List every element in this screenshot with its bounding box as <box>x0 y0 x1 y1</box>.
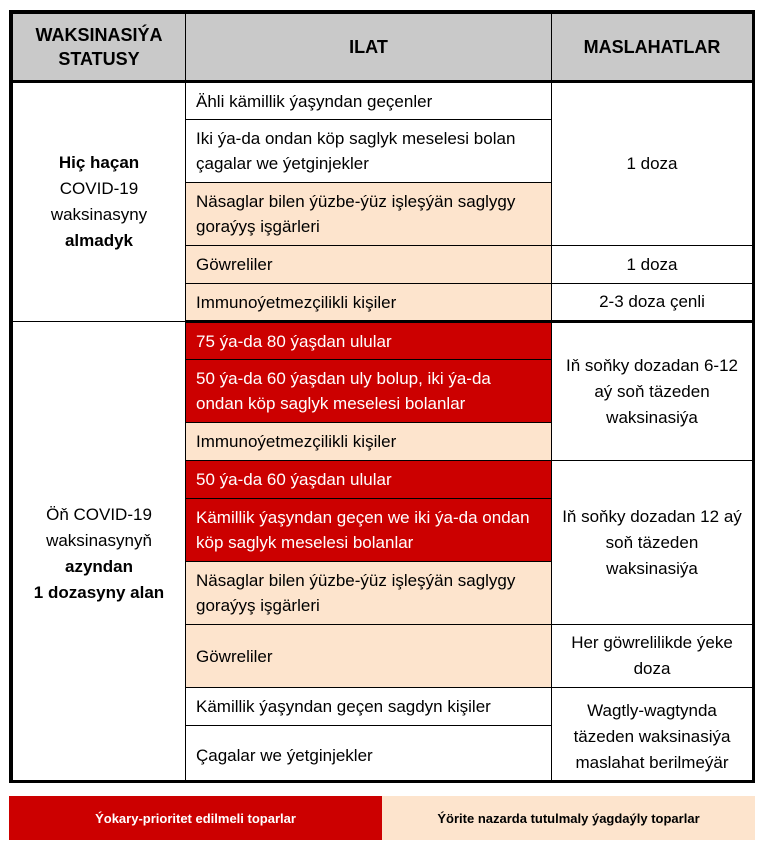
table-row <box>13 322 753 360</box>
header-status: WAKSINASIÝA STATUSY <box>13 14 186 82</box>
population-cell: 75 ýa-da 80 ýaşdan ulular <box>186 322 552 360</box>
population-cell: 50 ýa-da 60 ýaşdan uly bolup, iki ýa-da ondan köp saglyk meselesi bolanlar <box>186 360 552 423</box>
population-cell: Kämillik ýaşyndan geçen sagdyn kişiler <box>186 688 552 726</box>
header-row <box>13 14 753 82</box>
recommendation-cell: 1 doza <box>552 246 753 284</box>
population-cell: Kämillik ýaşyndan geçen we iki ýa-da ondan köp saglyk meselesi bolanlar <box>186 499 552 562</box>
recommendation-cell: Iň soňky dozadan 6-12 aý soň täzeden waksinasiýa <box>552 322 753 461</box>
recommendation-cell: Wagtly-wagtynda täzeden waksinasiýa maslahat berilmeýär <box>552 688 753 784</box>
population-cell: Näsaglar bilen ýüzbe-ýüz işleşýän saglygy goraýyş işgärleri <box>186 183 552 246</box>
legend <box>9 796 755 840</box>
status-cell-previously-vaccinated: Öň COVID-19 waksinasynyň azyndan 1 dozasyny alan <box>13 322 186 784</box>
population-cell: Göwreliler <box>186 246 552 284</box>
header-population: ILAT <box>186 14 552 82</box>
recommendation-cell: Iň soňky dozadan 12 aý soň täzeden waksinasiýa <box>552 461 753 625</box>
population-cell: 50 ýa-da 60 ýaşdan ulular <box>186 461 552 499</box>
legend-special-consideration: Ýörite nazarda tutulmaly ýagdaýly toparlar <box>382 796 755 840</box>
vaccination-table <box>9 10 755 783</box>
recommendation-cell: 2-3 doza çenli <box>552 284 753 322</box>
population-cell: Iki ýa-da ondan köp saglyk meselesi bolan çagalar we ýetginjekler <box>186 120 552 183</box>
population-cell: Immunoýetmezçilikli kişiler <box>186 423 552 461</box>
population-cell: Immunoýetmezçilikli kişiler <box>186 284 552 322</box>
status-cell-never-vaccinated: Hiç haçan COVID-19 waksinasyny almadyk <box>13 82 186 322</box>
recommendation-cell: Her göwrelilikde ýeke doza <box>552 625 753 688</box>
table-row <box>13 82 753 120</box>
population-cell: Çagalar we ýetginjekler <box>186 726 552 784</box>
recommendation-cell: 1 doza <box>552 82 753 246</box>
header-recommendations: MASLAHATLAR <box>552 14 753 82</box>
population-cell: Göwreliler <box>186 625 552 688</box>
population-cell: Näsaglar bilen ýüzbe-ýüz işleşýän saglygy goraýyş işgärleri <box>186 562 552 625</box>
legend-high-priority: Ýokary-prioritet edilmeli toparlar <box>9 796 382 840</box>
population-cell: Ähli kämillik ýaşyndan geçenler <box>186 82 552 120</box>
